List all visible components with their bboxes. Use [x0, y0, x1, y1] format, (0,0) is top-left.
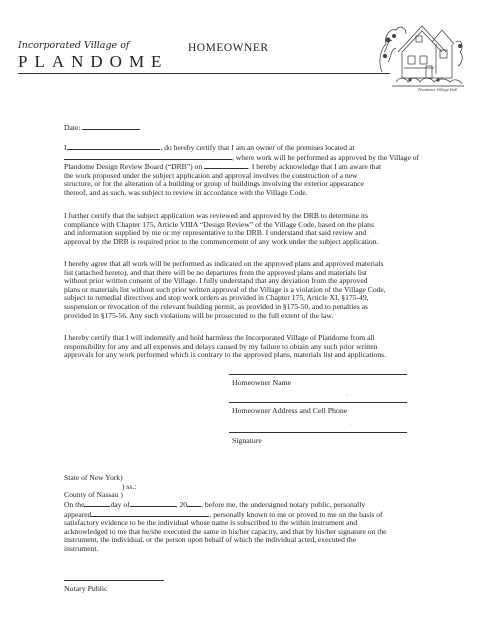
para1-text: , where work will be performed as approved by the Village of	[232, 152, 420, 162]
para2-text: approval by the DRB is required prior to the commencement of any work under the subject application.	[64, 236, 379, 246]
para3-text: without prior written consent of the Village. I fully understand that any deviation from the approved	[64, 276, 368, 286]
header-rule	[18, 73, 390, 74]
homeowner-name-line[interactable]	[229, 374, 407, 375]
notary-day-field[interactable]	[84, 500, 110, 507]
signature-label: Signature	[232, 436, 262, 445]
para3-text: list (attached hereto), and that there will be no departures from the approved plans and materials list	[64, 267, 368, 277]
notary-text: acknowledged to me that he/she executed the same in his/her capacity, and that by his/her signature on the	[64, 526, 387, 536]
para3-text: provided in §175-56. Any such violations will be prosecuted to the full extent of the law.	[64, 310, 334, 320]
owner-name-field[interactable]	[68, 143, 160, 150]
para2-text: I further certify that the subject application was reviewed and approved by the DRB to determine its	[64, 211, 369, 220]
para1-text: . I hereby acknowledge that I am aware that	[248, 162, 382, 172]
notary-text: On the	[64, 500, 85, 509]
logo-caption: Plandome Village Hall	[418, 88, 458, 92]
incorporated-village-line: Incorporated Village of	[18, 40, 130, 51]
notary-text: day of	[110, 500, 130, 509]
scan-mark: ‘	[350, 425, 352, 430]
para4-text: approvals for any work performed which is contrary to the approved plans, materials list and applications.	[64, 350, 387, 360]
drb-approval-date-field[interactable]	[204, 162, 248, 169]
notary-month-field[interactable]	[130, 500, 176, 507]
para3-text: suspension or revocation of the relevant building permit, as provided in §175-50, and to penalties as	[64, 301, 368, 311]
para3-text: subject to remedial directives and stop work orders as provided in Chapter 175, Article XI, §175-49,	[64, 293, 369, 303]
para4-text: I hereby certify that I will indemnify and hold harmless the Incorporated Village of Plandome from all	[64, 333, 375, 342]
notary-state: State of New York)	[64, 473, 123, 482]
homeowner-address-line[interactable]	[229, 402, 407, 403]
para1-text: thereof, and as such, was subject to review in accordance with the Village Code.	[64, 187, 308, 197]
homeowner-name-label: Homeowner Name	[232, 378, 292, 387]
date-label: Date:	[64, 123, 81, 132]
notary-text: appeared	[64, 509, 92, 519]
premises-address-field[interactable]	[64, 153, 232, 160]
para2-text: and information supplied by me or my representative to the DRB. I understand that said review and	[64, 228, 367, 238]
village-hall-logo	[376, 12, 466, 96]
notary-text: instrument.	[64, 543, 99, 553]
drb-review-paragraph	[64, 212, 436, 246]
notary-county: County of Nassau )	[64, 490, 123, 500]
notary-signature-line[interactable]	[64, 580, 164, 581]
para1-text: Plandome Design Review Board (“DRB”) on	[64, 162, 203, 172]
para3-text: plans or materials list without such prior written approval of the Village is a violation of the Village Code,	[64, 284, 386, 294]
notary-text: , personally known to me or proved to me on the basis of	[209, 509, 383, 519]
homeowner-address-label: Homeowner Address and Cell Phone	[232, 406, 348, 415]
date-field[interactable]	[82, 123, 140, 130]
para1-text: the work proposed under the subject application and approval involves the construction of a new	[64, 170, 358, 180]
work-agreement-paragraph	[64, 260, 436, 320]
notary-text: satisfactory evidence to be the individual whose name is subscribed to the within instrument and	[64, 518, 358, 528]
village-name: PLANDOME	[18, 52, 169, 71]
notary-venue	[64, 474, 436, 500]
certification-paragraph	[64, 143, 436, 198]
notary-text: , before me, the undersigned notary public, personally	[201, 500, 366, 509]
notary-appeared-field[interactable]	[91, 510, 209, 517]
form-title: HOMEOWNER	[188, 42, 269, 54]
date-row	[64, 123, 436, 133]
notary-public-label: Notary Public	[64, 584, 108, 593]
notary-ss: ) ss.:	[122, 481, 137, 491]
para1-text: , do hereby certify that I am an owner of the premises located at	[160, 143, 355, 152]
scan-mark: ’	[346, 395, 348, 400]
para4-text: responsibility for any and all expenses and delays caused by my failure to obtain any such prior written	[64, 341, 378, 351]
notary-acknowledgment	[64, 500, 436, 554]
signature-line[interactable]	[229, 432, 407, 433]
para1-text: I,	[64, 143, 69, 152]
notary-year-field[interactable]	[187, 500, 201, 507]
para1-text: structure, or for the alteration of a building or group of buildings involving the exterior appearance	[64, 179, 364, 189]
notary-text: , 20	[175, 500, 188, 509]
notary-text: instrument, the individual, or the person upon behalf of which the individual acted, executed the	[64, 535, 357, 545]
indemnification-paragraph	[64, 334, 436, 360]
para2-text: compliance with Chapter 175, Article VIIIA “Design Review” of the Village Code, based on the plans	[64, 219, 374, 229]
para3-text: I hereby agree that all work will be performed as indicated on the approved plans and approved materials	[64, 259, 384, 268]
